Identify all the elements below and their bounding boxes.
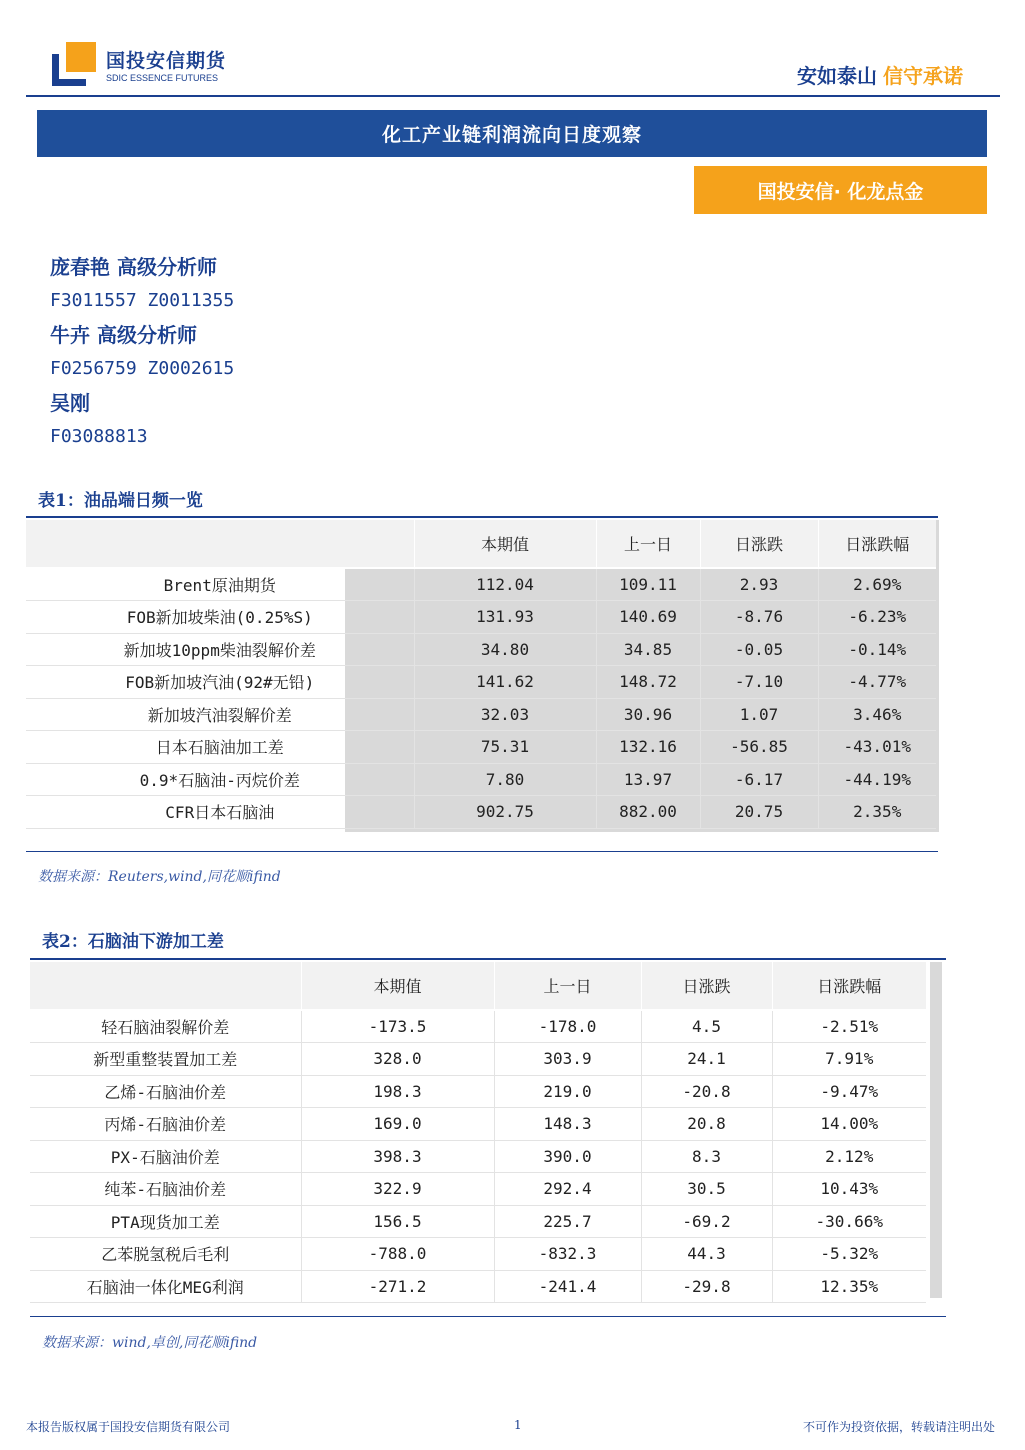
row-label-cell: 丙烯-石脑油价差 — [30, 1108, 301, 1141]
value-cell: -20.8 — [641, 1075, 772, 1108]
value-cell: 292.4 — [494, 1173, 641, 1206]
table-header-cell: 日涨跌 — [641, 962, 772, 1010]
value-cell: 20.8 — [641, 1108, 772, 1141]
analyst-name: 牛卉 高级分析师 — [50, 323, 197, 347]
value-cell: -43.01% — [818, 731, 936, 764]
value-cell: 8.3 — [641, 1140, 772, 1173]
value-cell: -8.76 — [700, 601, 818, 634]
value-cell: 902.75 — [414, 796, 596, 829]
value-cell: -69.2 — [641, 1205, 772, 1238]
value-cell: -6.17 — [700, 763, 818, 796]
value-cell: -6.23% — [818, 601, 936, 634]
row-label-cell: 日本石脑油加工差 — [26, 731, 414, 764]
value-cell: 2.69% — [818, 568, 936, 601]
value-cell: 30.96 — [596, 698, 700, 731]
value-cell: -9.47% — [772, 1075, 926, 1108]
analyst-id: F3011557 Z0011355 — [50, 290, 235, 311]
table-header-cell: 上一日 — [596, 520, 700, 568]
value-cell: -832.3 — [494, 1238, 641, 1271]
analyst-name: 吴刚 — [50, 391, 90, 415]
value-cell: 141.62 — [414, 666, 596, 699]
table-row — [30, 1173, 926, 1206]
value-cell: 2.93 — [700, 568, 818, 601]
value-cell: 12.35% — [772, 1270, 926, 1303]
value-cell: -788.0 — [301, 1238, 494, 1271]
slogan-part2: 信守承诺 — [883, 64, 963, 88]
row-label-cell: 乙苯脱氢税后毛利 — [30, 1238, 301, 1271]
value-cell: 198.3 — [301, 1075, 494, 1108]
row-label-cell: 新加坡10ppm柴油裂解价差 — [26, 633, 414, 666]
row-label-cell: 轻石脑油裂解价差 — [30, 1010, 301, 1043]
row-label-cell: FOB新加坡汽油(92#无铅) — [26, 666, 414, 699]
value-cell: 44.3 — [641, 1238, 772, 1271]
analyst-id: F03088813 — [50, 426, 148, 447]
table2-source: 数据来源：wind,卓创,同花顺ifind — [42, 1335, 258, 1351]
value-cell: 398.3 — [301, 1140, 494, 1173]
analyst-list — [50, 250, 234, 454]
table-row — [30, 1140, 926, 1173]
value-cell: 303.9 — [494, 1043, 641, 1076]
value-cell: 34.85 — [596, 633, 700, 666]
table1-source: 数据来源：Reuters,wind,同花顺ifind — [38, 869, 281, 885]
table-row — [26, 698, 936, 731]
value-cell: 322.9 — [301, 1173, 494, 1206]
value-cell: 140.69 — [596, 601, 700, 634]
table2 — [30, 962, 926, 1303]
table-header-cell: 日涨跌幅 — [772, 962, 926, 1010]
company-logo — [52, 42, 242, 92]
table-header-row — [30, 962, 926, 1010]
table-header-cell: 上一日 — [494, 962, 641, 1010]
value-cell: 30.5 — [641, 1173, 772, 1206]
table-row — [30, 1108, 926, 1141]
table-row — [26, 763, 936, 796]
value-cell: -44.19% — [818, 763, 936, 796]
table-header-cell — [26, 520, 414, 568]
table1-top-rule — [26, 516, 938, 518]
value-cell: 13.97 — [596, 763, 700, 796]
table-header-cell: 本期值 — [414, 520, 596, 568]
report-tag: 国投安信· 化龙点金 — [694, 166, 987, 214]
table-row — [26, 633, 936, 666]
value-cell: 34.80 — [414, 633, 596, 666]
value-cell: 24.1 — [641, 1043, 772, 1076]
table-row — [30, 1238, 926, 1271]
value-cell: 225.7 — [494, 1205, 641, 1238]
value-cell: -178.0 — [494, 1010, 641, 1043]
table-row — [26, 666, 936, 699]
table2-bottom-rule — [30, 1316, 946, 1317]
table-header-row — [26, 520, 936, 568]
table1 — [26, 520, 936, 829]
value-cell: -271.2 — [301, 1270, 494, 1303]
value-cell: 20.75 — [700, 796, 818, 829]
value-cell: 3.46% — [818, 698, 936, 731]
table1-title: 表1：油品端日频一览 — [38, 491, 203, 511]
row-label-cell: Brent原油期货 — [26, 568, 414, 601]
value-cell: 156.5 — [301, 1205, 494, 1238]
value-cell: -4.77% — [818, 666, 936, 699]
header-divider — [26, 95, 1000, 97]
row-label-cell: FOB新加坡柴油(0.25%S) — [26, 601, 414, 634]
value-cell: 10.43% — [772, 1173, 926, 1206]
table-row — [26, 796, 936, 829]
value-cell: -56.85 — [700, 731, 818, 764]
slogan-part1: 安如泰山 — [797, 64, 877, 88]
row-label-cell: 石脑油一体化MEG利润 — [30, 1270, 301, 1303]
table-header-cell: 本期值 — [301, 962, 494, 1010]
slogan — [797, 60, 963, 89]
table2-title: 表2：石脑油下游加工差 — [42, 932, 224, 952]
value-cell: 1.07 — [700, 698, 818, 731]
table-row — [26, 731, 936, 764]
logo-en-text: SDIC ESSENCE FUTURES — [106, 73, 219, 83]
value-cell: 328.0 — [301, 1043, 494, 1076]
table-row — [26, 568, 936, 601]
row-label-cell: PTA现货加工差 — [30, 1205, 301, 1238]
table-row — [30, 1043, 926, 1076]
analyst-name: 庞春艳 高级分析师 — [50, 255, 217, 279]
value-cell: 2.35% — [818, 796, 936, 829]
value-cell: 390.0 — [494, 1140, 641, 1173]
value-cell: 75.31 — [414, 731, 596, 764]
value-cell: 132.16 — [596, 731, 700, 764]
value-cell: 7.91% — [772, 1043, 926, 1076]
row-label-cell: PX-石脑油价差 — [30, 1140, 301, 1173]
analyst-id: F0256759 Z0002615 — [50, 358, 235, 379]
value-cell: -5.32% — [772, 1238, 926, 1271]
row-label-cell: 0.9*石脑油-丙烷价差 — [26, 763, 414, 796]
value-cell: -0.05 — [700, 633, 818, 666]
value-cell: 882.00 — [596, 796, 700, 829]
value-cell: -7.10 — [700, 666, 818, 699]
value-cell: 169.0 — [301, 1108, 494, 1141]
value-cell: 14.00% — [772, 1108, 926, 1141]
report-title: 化工产业链利润流向日度观察 — [37, 110, 987, 157]
value-cell: 148.72 — [596, 666, 700, 699]
table1-bottom-rule — [26, 851, 938, 852]
value-cell: 2.12% — [772, 1140, 926, 1173]
footer-copyright: 本报告版权属于国投安信期货有限公司 — [26, 1420, 231, 1434]
value-cell: 219.0 — [494, 1075, 641, 1108]
logo-mark-icon — [52, 42, 96, 86]
value-cell: -173.5 — [301, 1010, 494, 1043]
row-label-cell: 乙烯-石脑油价差 — [30, 1075, 301, 1108]
row-label-cell: CFR日本石脑油 — [26, 796, 414, 829]
value-cell: 112.04 — [414, 568, 596, 601]
table-row — [30, 1205, 926, 1238]
table-row — [30, 1010, 926, 1043]
value-cell: 109.11 — [596, 568, 700, 601]
value-cell: 148.3 — [494, 1108, 641, 1141]
value-cell: -30.66% — [772, 1205, 926, 1238]
footer-disclaimer: 不可作为投资依据，转载请注明出处 — [802, 1420, 995, 1434]
row-label-cell: 新型重整装置加工差 — [30, 1043, 301, 1076]
logo-cn-text: 国投安信期货 — [106, 50, 227, 72]
table-header-cell — [30, 962, 301, 1010]
value-cell: -2.51% — [772, 1010, 926, 1043]
value-cell: 131.93 — [414, 601, 596, 634]
row-label-cell: 纯苯-石脑油价差 — [30, 1173, 301, 1206]
footer-page-number: 1 — [514, 1418, 522, 1432]
value-cell: -0.14% — [818, 633, 936, 666]
table-row — [30, 1075, 926, 1108]
value-cell: 4.5 — [641, 1010, 772, 1043]
table2-top-rule — [30, 958, 946, 960]
table-header-cell: 日涨跌 — [700, 520, 818, 568]
value-cell: -29.8 — [641, 1270, 772, 1303]
row-label-cell: 新加坡汽油裂解价差 — [26, 698, 414, 731]
table-row — [30, 1270, 926, 1303]
table2-shadow — [930, 962, 942, 1298]
value-cell: 32.03 — [414, 698, 596, 731]
table-header-cell: 日涨跌幅 — [818, 520, 936, 568]
table-row — [26, 601, 936, 634]
value-cell: -241.4 — [494, 1270, 641, 1303]
value-cell: 7.80 — [414, 763, 596, 796]
